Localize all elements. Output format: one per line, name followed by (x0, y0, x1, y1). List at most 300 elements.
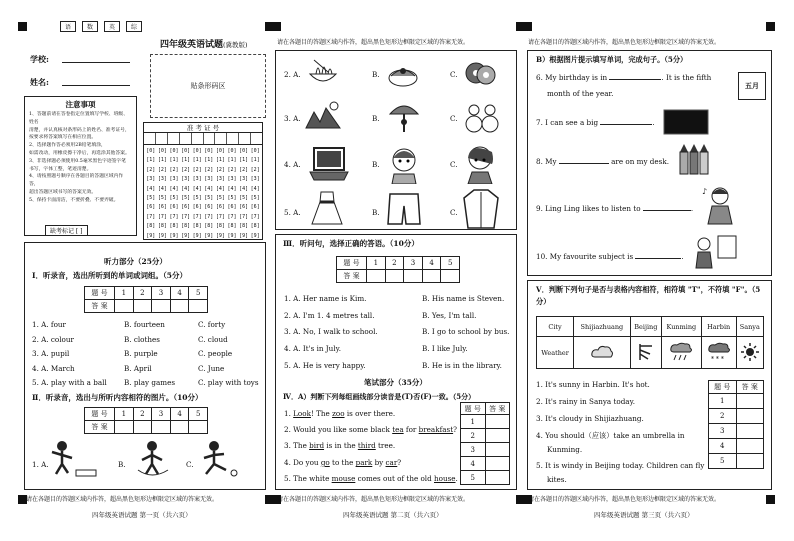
note-line: 清楚，并认真核对条形码上的姓名、准考证号， (29, 127, 130, 133)
answer-cell[interactable] (736, 394, 764, 409)
fill-text: . (681, 252, 684, 261)
digit-bubble[interactable]: [8] (181, 223, 191, 230)
option: C. (450, 160, 458, 169)
note-line: 3、非选择题必须使用0.5毫米黑色字迹签字笔 (29, 158, 127, 164)
row-number: 3 (709, 424, 737, 439)
digit-bubble[interactable]: [2] (239, 166, 249, 173)
digit-bubble[interactable]: [2] (146, 166, 156, 173)
option: 4. A. March (32, 364, 75, 373)
digit-bubble[interactable]: [5] (146, 195, 156, 202)
digit-bubble[interactable]: [1] (181, 157, 191, 164)
page-footer: 四年级英语试题 第二页（共六页） (343, 511, 443, 519)
calendar-text: 五月 (745, 81, 759, 90)
digit-bubble[interactable]: [6] (192, 204, 202, 211)
judge-item: 3. It's cloudy in Shijiazhuang. (536, 414, 644, 423)
section4-heading: Ⅳ．A）判断下列每组画线部分读音是(T)否(F)一致。（5分） (283, 392, 476, 401)
digit-bubble[interactable]: [7] (146, 213, 156, 220)
digit-bubble[interactable]: [7] (157, 213, 167, 220)
option: B. play games (124, 378, 176, 387)
digit-bubble[interactable]: [0] (215, 148, 225, 154)
digit-bubble[interactable]: [4] (169, 185, 179, 192)
blank-field[interactable] (559, 163, 609, 164)
answer-cell[interactable] (367, 270, 386, 283)
fill-text: . It is the fifth (661, 73, 712, 82)
corner-mark (766, 22, 775, 31)
digit-bubble[interactable]: [1] (192, 157, 202, 164)
answer-cell[interactable] (485, 471, 510, 485)
table-header: 1 (367, 257, 386, 270)
digit-bubble[interactable]: [2] (181, 166, 191, 173)
option: 3. A. (284, 114, 301, 123)
option: C. (450, 70, 458, 79)
page-footer: 四年级英语试题 第三页（共六页） (594, 511, 694, 519)
digit-bubble[interactable]: [6] (146, 204, 156, 211)
answer-cell[interactable] (736, 439, 764, 454)
kicking-figure-icon (196, 440, 242, 478)
answer-cell[interactable] (385, 270, 404, 283)
answer-cell[interactable] (736, 409, 764, 424)
option: 4. A. (284, 160, 301, 169)
digit-bubble[interactable]: [4] (250, 185, 260, 192)
barcode-label: 贴条形码区 (190, 82, 226, 90)
option: C. (450, 114, 458, 123)
boundary-warning: 请在各题目的答题区域内作答，超出黑色矩形边框限定区域的答案无效。 (528, 39, 721, 46)
row-number: 4 (709, 439, 737, 454)
answer-cell[interactable] (485, 457, 510, 471)
judge-item: 1. It's sunny in Harbin. It's hot. (536, 380, 650, 389)
city-name: Harbin (701, 317, 736, 337)
cake-icon (386, 56, 420, 90)
boundary-warning: 请在各题目的答题区域内作答，超出黑色矩形边框限定区域的答案无效。 (26, 496, 219, 503)
digit-bubble[interactable]: [7] (250, 213, 260, 220)
digit-bubble[interactable]: [3] (204, 176, 214, 183)
digit-bubble[interactable]: [6] (250, 204, 260, 211)
table-header: 题 号 (461, 403, 486, 415)
digit-bubble[interactable]: [0] (204, 148, 214, 154)
digit-bubble[interactable]: [5] (239, 195, 249, 202)
shorts-icon (386, 190, 422, 228)
s1-answer-table[interactable] (84, 286, 208, 313)
option: C. play with toys (198, 378, 259, 387)
option: 2. A. I'm 1. 4 metres tall. (284, 311, 375, 320)
fill-text: 6. My birthday is in (536, 73, 610, 82)
digit-bubble[interactable]: [5] (192, 195, 202, 202)
corner-mark (523, 22, 532, 31)
digit-bubble[interactable]: [2] (204, 166, 214, 173)
digit-bubble[interactable]: [9] (215, 232, 225, 239)
section2-heading: Ⅱ．听录音，选出与所听内容相符的图片。（10分） (32, 393, 203, 402)
answer-cell[interactable] (422, 270, 441, 283)
digit-bubble[interactable]: [7] (239, 213, 249, 220)
digit-bubble[interactable]: [4] (146, 185, 156, 192)
row-number: 1 (461, 415, 486, 429)
fill-text: . (690, 204, 694, 213)
crayons-icon (676, 142, 712, 176)
answer-cell[interactable] (485, 415, 510, 429)
answer-cell[interactable] (189, 421, 208, 434)
option: 5. A. play with a ball (32, 378, 107, 387)
school-label: 学校: (30, 54, 49, 64)
digit-bubble[interactable]: [5] (157, 195, 167, 202)
judge-item: 4. You should（应该）take an umbrella in (536, 431, 685, 440)
answer-cell[interactable] (189, 300, 208, 313)
weather-table (536, 316, 764, 369)
digit-bubble[interactable]: [3] (239, 176, 249, 183)
answer-cell[interactable] (152, 300, 171, 313)
listening-title: 听力部分（25分） (104, 257, 167, 266)
digit-bubble-grid[interactable] (144, 145, 262, 242)
digit-bubble[interactable]: [4] (192, 185, 202, 192)
digit-bubble[interactable]: [3] (181, 176, 191, 183)
table-header: 题 号 (709, 381, 737, 394)
desert-landscape-icon (304, 98, 342, 136)
table-header: 答 案 (485, 403, 510, 415)
digit-bubble[interactable]: [0] (146, 148, 156, 154)
exam-number-label: 准 考 证 号 (144, 123, 262, 133)
option: 5. A. He is very happy. (284, 361, 366, 370)
note-line: 4、请按照题号顺序在各题目的答题区域内作答， (29, 174, 124, 188)
option: B. His name is Steven. (422, 294, 505, 303)
digit-bubble[interactable]: [9] (250, 232, 260, 239)
school-field[interactable] (62, 62, 130, 63)
answer-cell[interactable] (736, 454, 764, 469)
digit-bubble[interactable]: [1] (227, 157, 237, 164)
subject-tags (60, 21, 142, 32)
cloudy-icon (574, 337, 631, 369)
fill-text: . (652, 118, 655, 127)
option: C. forty (198, 320, 226, 329)
option: B. April (124, 364, 152, 373)
digit-bubble[interactable]: [1] (204, 157, 214, 164)
blackboard-icon (662, 108, 710, 136)
answer-cell[interactable] (404, 270, 423, 283)
digit-bubble[interactable]: [0] (227, 148, 237, 154)
fill-item (536, 204, 693, 213)
digit-bubble[interactable]: [5] (181, 195, 191, 202)
city-name: Sanya (736, 317, 763, 337)
option: B. clothes (124, 335, 160, 344)
option: 1. A. four (32, 320, 66, 329)
digit-bubble[interactable]: [4] (239, 185, 249, 192)
subject-tag: 英 (104, 21, 120, 32)
answer-cell[interactable] (115, 421, 134, 434)
blank-field[interactable] (643, 210, 691, 211)
option: B. (372, 160, 380, 169)
boundary-warning: 请在各题目的答题区域内作答，超出黑色矩形边框限定区域的答案无效。 (277, 39, 470, 46)
note-line: 1、答题前请在答卷指定位置填写学校、班级、姓名 (29, 112, 128, 125)
table-header: City (537, 317, 574, 337)
digit-bubble[interactable]: [8] (250, 223, 260, 230)
s4-answer-table[interactable] (460, 402, 510, 485)
digit-bubble[interactable]: [3] (227, 176, 237, 183)
digit-bubble[interactable]: [9] (239, 232, 249, 239)
digit-bubble[interactable]: [9] (157, 232, 167, 239)
s5-answer-table[interactable] (708, 380, 764, 469)
digit-bubble[interactable]: [9] (192, 232, 202, 239)
digit-bubble[interactable]: [6] (239, 204, 249, 211)
option: B. He is in the library. (422, 361, 502, 370)
option: 4. A. It's in July. (284, 344, 341, 353)
city-name: Kunming (661, 317, 701, 337)
donut-icon (462, 56, 498, 90)
digit-bubble[interactable]: [6] (181, 204, 191, 211)
table-header: 2 (385, 257, 404, 270)
table-header: 3 (152, 408, 171, 421)
digit-bubble[interactable]: [4] (215, 185, 225, 192)
corner-mark (18, 22, 27, 31)
row-number: 2 (461, 429, 486, 443)
digit-bubble[interactable]: [6] (157, 204, 167, 211)
option: B. (118, 460, 126, 469)
laptop-icon (308, 144, 350, 184)
row-number: 5 (461, 471, 486, 485)
note-line: 书写，字体工整，笔迹清楚。 (29, 166, 92, 172)
digit-bubble[interactable]: [9] (204, 232, 214, 239)
judge-item-cont: kites. (547, 475, 567, 484)
boundary-warning: 请在各题目的答题区域内作答，超出黑色矩形边框限定区域的答案无效。 (528, 496, 721, 503)
table-header: 5 (441, 257, 460, 270)
blank-field[interactable] (609, 79, 661, 80)
answer-cell[interactable] (170, 421, 189, 434)
exam-edition: (冀教版) (223, 41, 248, 49)
option: 1. A. Her name is Kim. (284, 294, 367, 303)
digit-bubble[interactable]: [8] (192, 223, 202, 230)
note-line: 5、保持卡面清洁，不要折叠、不要弄破。 (29, 197, 119, 203)
blank-field[interactable] (600, 124, 652, 125)
svg-text:* * *: * * * (710, 355, 724, 362)
digit-bubble[interactable]: [7] (215, 213, 225, 220)
absent-mark[interactable]: 缺考标记 [ ] (45, 225, 88, 236)
writing-title: 笔试部分（35分） (364, 378, 427, 387)
digit-bubble[interactable]: [8] (204, 223, 214, 230)
digit-bubble[interactable]: [6] (215, 204, 225, 211)
note-line: 按要求将答案填写在相应位置。 (29, 135, 97, 141)
digit-bubble[interactable]: [0] (157, 148, 167, 154)
fill-text: 7. I can see a big (536, 118, 601, 127)
digit-bubble[interactable]: [6] (227, 204, 237, 211)
digit-bubble[interactable]: [1] (146, 157, 156, 164)
digit-bubble[interactable]: [2] (157, 166, 167, 173)
answer-cell[interactable] (170, 300, 189, 313)
answer-label: 答 案 (85, 421, 115, 434)
table-header: 题 号 (85, 408, 115, 421)
page-title (160, 37, 248, 50)
row-number: 2 (709, 409, 737, 424)
digit-bubble[interactable]: [0] (239, 148, 249, 154)
phonics-item: 3. The bird is in the third tree. (284, 441, 396, 450)
section4b-heading: B）根据图片提示填写单词，完成句子。（5分） (536, 55, 688, 64)
answer-cell[interactable] (485, 443, 510, 457)
digit-bubble[interactable]: [2] (169, 166, 179, 173)
judge-item-cont: Kunming. (547, 445, 583, 454)
digit-bubble[interactable]: [4] (181, 185, 191, 192)
digit-bubble[interactable]: [9] (169, 232, 179, 239)
page-footer: 四年级英语试题 第一页（共六页） (92, 511, 192, 519)
fill-item (536, 118, 655, 127)
digit-bubble[interactable]: [6] (169, 204, 179, 211)
answer-cell[interactable] (441, 270, 460, 283)
option: B. (372, 70, 380, 79)
option: C. June (198, 364, 225, 373)
digit-bubble[interactable]: [3] (169, 176, 179, 183)
judge-item: 5. It is windy in Beijing today. Children can fly (536, 461, 705, 470)
digit-bubble[interactable]: [0] (181, 148, 191, 154)
phonics-item: 5. The white mouse comes out of the old house. (284, 474, 458, 483)
digit-bubble[interactable]: [9] (181, 232, 191, 239)
option: B. purple (124, 349, 158, 358)
table-header: 4 (170, 287, 189, 300)
answer-cell[interactable] (133, 300, 152, 313)
s3-answer-table[interactable] (336, 256, 460, 283)
snowman-icon (462, 98, 500, 136)
fill-item (536, 157, 669, 166)
table-header: 4 (422, 257, 441, 270)
option: 1. A. (32, 460, 49, 469)
digit-bubble[interactable]: [4] (157, 185, 167, 192)
digit-bubble[interactable]: [5] (204, 195, 214, 202)
digit-bubble[interactable]: [3] (192, 176, 202, 183)
digit-bubble[interactable]: [0] (192, 148, 202, 154)
digit-bubble[interactable]: [7] (181, 213, 191, 220)
option: C. (450, 208, 458, 217)
fill-text: 8. My (536, 157, 559, 166)
table-header: 答 案 (736, 381, 764, 394)
digit-bubble[interactable]: [9] (146, 232, 156, 239)
table-header: 题 号 (337, 257, 367, 270)
option: 5. A. (284, 208, 301, 217)
option: C. (186, 460, 194, 469)
city-name: Beijing (630, 317, 661, 337)
digit-bubble[interactable]: [7] (192, 213, 202, 220)
table-header: 4 (170, 408, 189, 421)
boundary-warning: 请在各题目的答题区域内作答，超出黑色矩形边框限定区域的答案无效。 (277, 496, 470, 503)
weather-label: Weather (537, 337, 574, 369)
fill-text: 9. Ling Ling likes to listen to (536, 204, 643, 213)
digit-bubble[interactable]: [0] (169, 148, 179, 154)
option: B. (372, 208, 380, 217)
row-number: 4 (461, 457, 486, 471)
digit-bubble[interactable]: [8] (146, 223, 156, 230)
city-name: Shijiazhuang (574, 317, 631, 337)
corner-mark (766, 495, 775, 504)
name-label: 姓名: (30, 77, 49, 87)
digit-bubble[interactable]: [0] (250, 148, 260, 154)
table-header: 1 (115, 408, 134, 421)
barcode-area (150, 54, 266, 118)
digit-bubble[interactable]: [8] (169, 223, 179, 230)
digit-bubble[interactable]: [9] (227, 232, 237, 239)
digit-bubble[interactable]: [3] (157, 176, 167, 183)
fill-item-cont: month of the year. (547, 89, 614, 98)
option: C. cloud (198, 335, 228, 344)
option: 3. A. No, I walk to school. (284, 327, 378, 336)
s2-answer-table[interactable] (84, 407, 208, 434)
option: B. I like July. (422, 344, 468, 353)
option: 3. A. pupil (32, 349, 70, 358)
digit-bubble[interactable]: [2] (215, 166, 225, 173)
answer-cell[interactable] (485, 429, 510, 443)
phonics-item: 4. Do you go to the park by car? (284, 458, 402, 467)
answer-label: 答 案 (85, 300, 115, 313)
subject-tag: 语 (60, 21, 76, 32)
digit-bubble[interactable]: [8] (215, 223, 225, 230)
digit-bubble[interactable]: [8] (227, 223, 237, 230)
option: C. people (198, 349, 233, 358)
digit-bubble[interactable]: [5] (227, 195, 237, 202)
digit-bubble[interactable]: [7] (227, 213, 237, 220)
noodles-icon (306, 56, 340, 90)
digit-bubble[interactable]: [7] (169, 213, 179, 220)
digit-bubble[interactable]: [3] (146, 176, 156, 183)
digit-bubble[interactable]: [5] (250, 195, 260, 202)
section5-heading: Ⅴ．判断下列句子是否与表格内容相符，相符填 "T"，不符填 "F"。（5分） (536, 285, 761, 306)
digit-bubble[interactable]: [2] (250, 166, 260, 173)
fill-item (536, 73, 711, 82)
digit-bubble[interactable]: [1] (250, 157, 260, 164)
fill-item (536, 252, 684, 261)
shirt-icon (462, 188, 500, 230)
digit-bubble[interactable]: [1] (157, 157, 167, 164)
table-header: 2 (133, 408, 152, 421)
digit-bubble[interactable]: [5] (215, 195, 225, 202)
dress-icon (310, 190, 344, 228)
digit-bubble[interactable]: [8] (239, 223, 249, 230)
snowy-icon (701, 337, 736, 369)
table-header: 3 (404, 257, 423, 270)
digit-bubble[interactable]: [1] (169, 157, 179, 164)
notes-title: 注意事项 (65, 100, 96, 109)
section3-heading: Ⅲ．听问句，选择正确的答语。（10分） (283, 239, 419, 248)
option: 2. A. colour (32, 335, 74, 344)
name-field[interactable] (62, 85, 130, 86)
digit-bubble[interactable]: [1] (215, 157, 225, 164)
blank-field[interactable] (635, 258, 681, 259)
digit-bubble[interactable]: [2] (192, 166, 202, 173)
option: B. I go to school by bus. (422, 327, 510, 336)
notes-text (25, 110, 136, 206)
answer-cell[interactable] (133, 421, 152, 434)
option: B. (372, 114, 380, 123)
girl-music-icon (700, 184, 738, 226)
table-header: 5 (189, 408, 208, 421)
painting-kid-icon (690, 232, 740, 270)
digit-bubble[interactable]: [7] (204, 213, 214, 220)
table-header: 1 (115, 287, 134, 300)
section1-heading: Ⅰ．听录音，选出所听到的单词或词组。（5分） (32, 271, 187, 280)
note-line: 2、选择题作答必须用2B铅笔填涂， (29, 143, 106, 149)
hopscotch-figure-icon (48, 440, 98, 478)
digit-bubble[interactable]: [1] (239, 157, 249, 164)
digit-bubble[interactable]: [2] (227, 166, 237, 173)
answer-cell[interactable] (152, 421, 171, 434)
digit-bubble[interactable]: [3] (215, 176, 225, 183)
note-line: 如需改动，用橡皮擦干净后，再选涂其他答案。 (29, 150, 130, 156)
row-number: 3 (461, 443, 486, 457)
umbrella-beach-icon (386, 98, 422, 136)
answer-cell[interactable] (115, 300, 134, 313)
phonics-item: 1. Look! The zoo is over there. (284, 409, 396, 418)
subject-tag: 数 (82, 21, 98, 32)
digit-bubble[interactable]: [3] (250, 176, 260, 183)
digit-bubble[interactable]: [5] (169, 195, 179, 202)
digit-bubble[interactable]: [4] (204, 185, 214, 192)
answer-cell[interactable] (736, 424, 764, 439)
skipping-figure-icon (128, 440, 176, 478)
digit-bubble[interactable]: [4] (227, 185, 237, 192)
digit-bubble[interactable]: [8] (157, 223, 167, 230)
digit-bubble[interactable]: [6] (204, 204, 214, 211)
sunny-icon (736, 337, 763, 369)
